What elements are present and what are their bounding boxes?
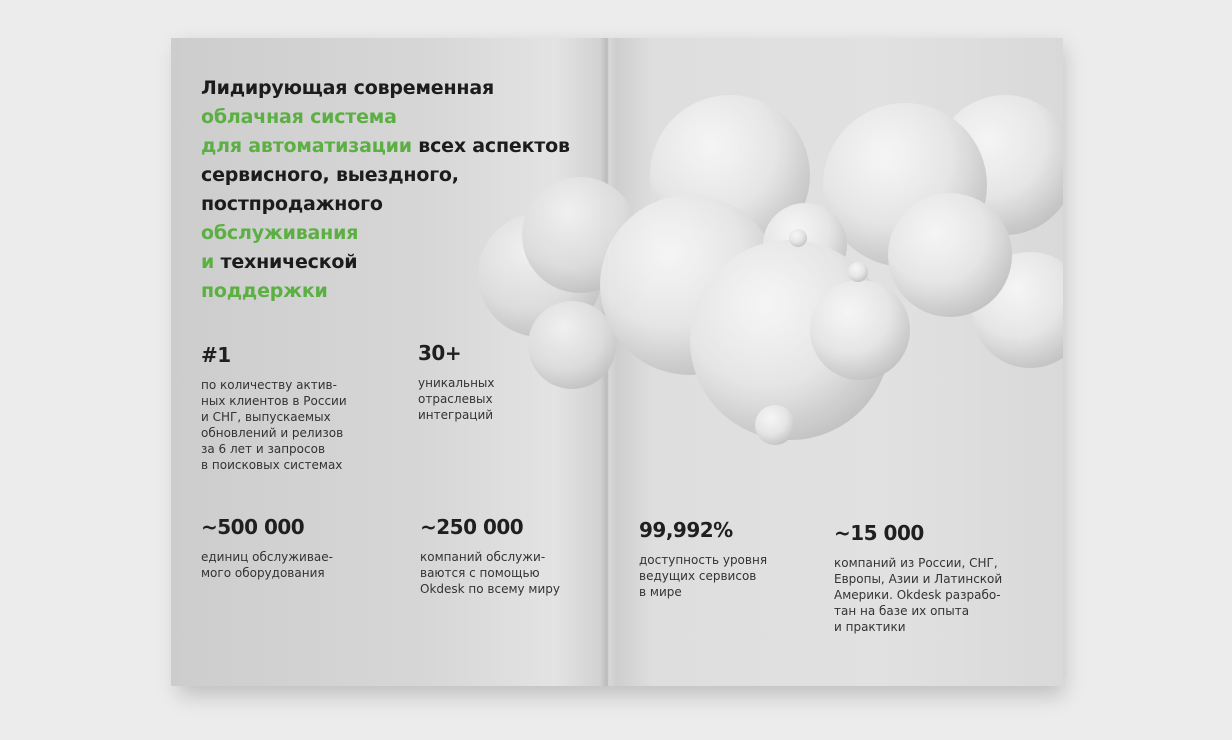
stat-number: 30+	[418, 341, 462, 365]
stat-rank	[201, 343, 401, 473]
stat-number: #1	[201, 343, 231, 367]
headline-line-4: сервисного, выездного,	[201, 164, 459, 186]
stat-client-companies	[834, 521, 1054, 635]
headline-line-7	[201, 248, 601, 277]
headline-line-1: Лидирующая современная	[201, 77, 494, 99]
left-page	[171, 38, 608, 686]
stat-uptime	[639, 518, 829, 600]
headline-line-3-green: для автоматизации	[201, 135, 412, 157]
stat-number: ~250 000	[420, 515, 524, 539]
stat-description: компаний из России, СНГ, Европы, Азии и Латинской Америки. Okdesk разрабо- тан на базе их опыта и практики	[834, 556, 1003, 634]
stat-description: компаний обслужи- ваются с помощью Okdesk по всему миру	[420, 550, 561, 596]
headline-line-5: постпродажного	[201, 193, 383, 215]
headline-line-2: облачная система	[201, 106, 397, 128]
headline-line-3-dark: всех аспектов	[411, 135, 570, 157]
headline-line-6: обслуживания	[201, 222, 359, 244]
stat-description: уникальных отраслевых интеграций	[418, 376, 495, 422]
headline-line-7-green: и	[201, 251, 215, 273]
stat-number: 99,992%	[639, 518, 733, 542]
stat-description: доступность уровня ведущих сервисов в мире	[639, 553, 768, 599]
stat-description: по количеству актив- ных клиентов в России и СНГ, выпускаемых обновлений и релизов за 6 лет и запросов в поисковых системах	[201, 378, 347, 472]
headline-line-8: поддержки	[201, 280, 328, 302]
headline	[201, 74, 601, 306]
stat-number: ~15 000	[834, 521, 924, 545]
brochure-spine	[600, 38, 616, 686]
stat-companies-served	[420, 515, 600, 597]
headline-line-7-dark: технической	[214, 251, 358, 273]
stat-number: ~500 000	[201, 515, 305, 539]
headline-line-3	[201, 132, 601, 161]
right-page	[608, 38, 1063, 686]
stat-equipment	[201, 515, 401, 581]
stat-integrations	[418, 341, 578, 423]
stat-description: единиц обслуживае- мого оборудования	[201, 550, 333, 580]
